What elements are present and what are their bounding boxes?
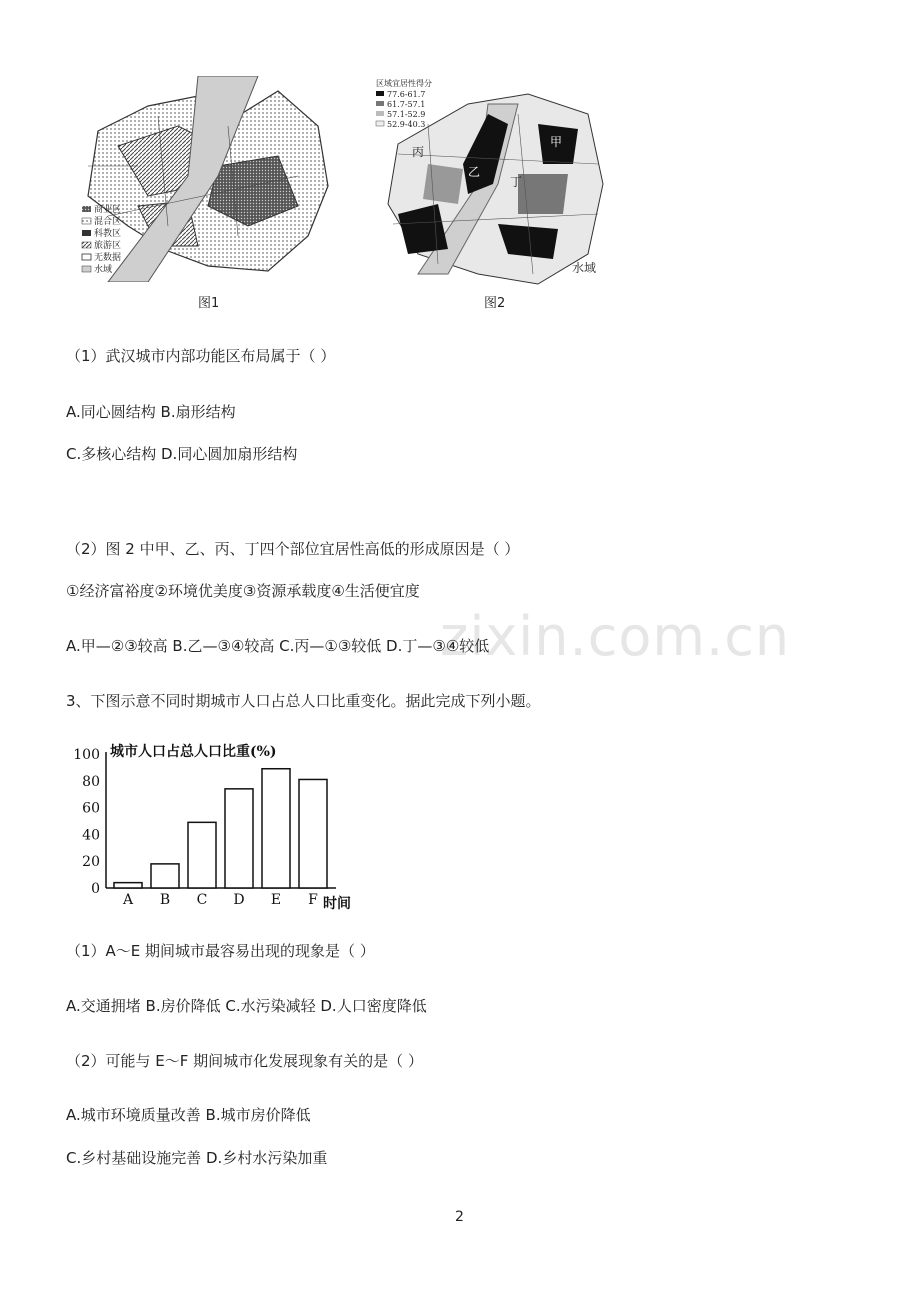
q3-2-stem: （2）可能与 E～F 期间城市化发展现象有关的是（ ）	[66, 1052, 423, 1070]
fig2-legend-0: 77.6-61.7	[387, 90, 426, 99]
bar-E	[262, 769, 290, 888]
q3-1-stem: （1）A～E 期间城市最容易出现的现象是（ ）	[66, 942, 375, 960]
bar-A	[114, 883, 142, 888]
q1-options-ab: A.同心圆结构 B.扇形结构	[66, 403, 236, 421]
fig2-legend-2: 57.1-52.9	[387, 110, 426, 119]
bar-F	[299, 779, 327, 888]
q1-stem: （1）武汉城市内部功能区布局属于（ ）	[66, 347, 336, 365]
q2-options: A.甲—②③较高 B.乙—③④较高 C.丙—①③较低 D.丁—③④较低	[66, 637, 490, 655]
x-tick-label: E	[270, 892, 282, 908]
label-bing: 丙	[412, 145, 425, 159]
x-tick-label: F	[308, 892, 318, 908]
watermark: zixin.com.cn	[440, 605, 791, 668]
x-tick-label: C	[196, 892, 208, 908]
y-tick-label: 60	[82, 800, 100, 817]
figure2-map	[368, 74, 610, 312]
fig1-legend-1: 混合区	[94, 217, 122, 227]
fig2-legend-1: 61.7-57.1	[387, 100, 426, 109]
chart-title: 城市人口占总人口比重(%)	[110, 744, 277, 760]
figure2-caption: 图2	[484, 296, 506, 311]
label-jia: 甲	[550, 135, 563, 149]
label-yi: 乙	[468, 165, 481, 179]
y-tick-label: 40	[82, 827, 100, 844]
fig1-legend-3: 旅游区	[94, 241, 122, 251]
q3-1-options: A.交通拥堵 B.房价降低 C.水污染减轻 D.人口密度降低	[66, 997, 427, 1015]
x-tick-label: B	[159, 892, 171, 908]
label-water: 水域	[572, 261, 597, 275]
q3-2-options-cd: C.乡村基础设施完善 D.乡村水污染加重	[66, 1149, 328, 1167]
x-tick-label: A	[122, 892, 134, 908]
q2-stem: （2）图 2 中甲、乙、丙、丁四个部位宜居性高低的形成原因是（ ）	[66, 540, 520, 558]
bar-D	[225, 789, 253, 888]
y-tick-label: 80	[82, 773, 100, 790]
x-tick-label: D	[233, 892, 245, 908]
y-tick-label: 100	[73, 747, 100, 763]
y-tick-label: 20	[82, 854, 100, 871]
fig2-legend-title: 区域宜居性得分	[376, 79, 432, 88]
figure1-map	[78, 76, 340, 282]
q2-factors: ①经济富裕度②环境优美度③资源承载度④生活便宜度	[66, 582, 420, 600]
figure1-caption: 图1	[198, 296, 220, 311]
y-tick-label: 0	[91, 881, 100, 897]
population-chart	[66, 736, 366, 912]
fig1-legend-2: 科教区	[94, 229, 122, 239]
fig1-legend-0: 商业区	[94, 205, 122, 215]
fig1-legend-4: 无数据	[94, 253, 122, 263]
label-ding: 丁	[510, 175, 523, 189]
bar-C	[188, 822, 216, 888]
q1-options-cd: C.多核心结构 D.同心圆加扇形结构	[66, 445, 298, 463]
section3-intro: 3、下图示意不同时期城市人口占总人口比重变化。据此完成下列小题。	[66, 692, 541, 710]
fig2-legend-3: 52.9-40.3	[387, 120, 426, 129]
bar-B	[151, 864, 179, 888]
x-axis-label: 时间	[323, 896, 351, 912]
q3-2-options-ab: A.城市环境质量改善 B.城市房价降低	[66, 1106, 311, 1124]
page-number: 2	[455, 1209, 464, 1225]
fig1-legend-5: 水域	[94, 265, 113, 275]
